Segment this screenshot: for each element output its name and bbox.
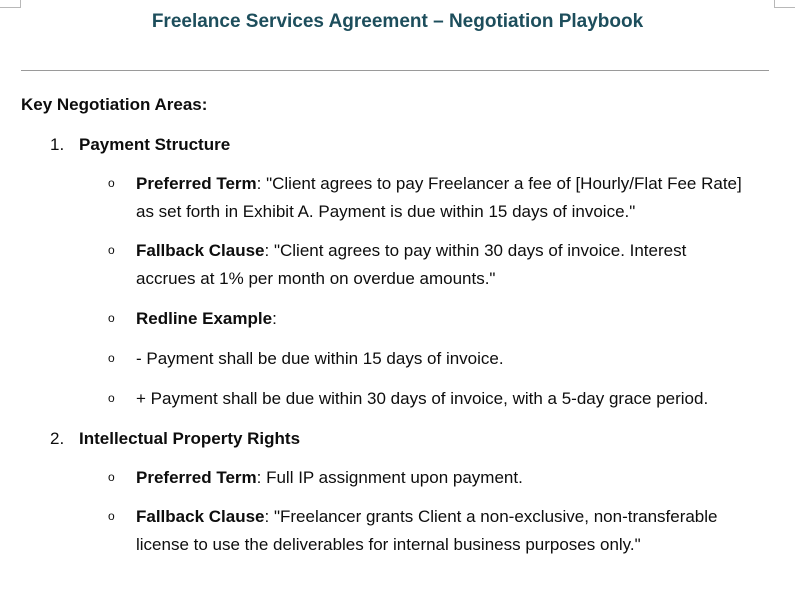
bullet-redline-removed xyxy=(108,345,748,373)
bullet-text: : "Client agrees to pay within 30 days of invoice. Interest accrues at 1% per month on overdue amounts." xyxy=(136,241,687,288)
bullet-text: : "Freelancer grants Client a non-exclusive, non-transferable license to use the deliverables for internal business purposes only." xyxy=(136,507,718,554)
list-item-label: Intellectual Property Rights xyxy=(79,429,301,448)
bullet-label: Preferred Term xyxy=(136,174,257,193)
bullet-label: Fallback Clause xyxy=(136,241,265,260)
bullet-marker: o xyxy=(108,311,115,325)
list-number: 2. xyxy=(50,429,65,448)
bullet-marker: o xyxy=(108,509,115,523)
bullet-marker: o xyxy=(108,470,115,484)
bullet-label: Redline Example xyxy=(136,309,273,328)
bullet-preferred-term xyxy=(108,170,748,225)
bullet-label: Fallback Clause xyxy=(136,507,265,526)
bullet-ip-fallback-clause xyxy=(108,503,748,558)
section-heading: Key Negotiation Areas: xyxy=(21,95,208,114)
bullet-text: - Payment shall be due within 15 days of invoice. xyxy=(136,349,504,368)
list-item-payment-structure xyxy=(50,134,750,156)
bullet-marker: o xyxy=(108,243,115,257)
bullet-text: : "Client agrees to pay Freelancer a fee of [Hourly/Flat Fee Rate] as set forth in Exhibit A. Payment is due within 15 days of invoice." xyxy=(136,174,742,221)
bullet-text: + Payment shall be due within 30 days of invoice, with a 5-day grace period. xyxy=(136,389,709,408)
bullet-text: : xyxy=(272,309,277,328)
list-item-intellectual-property xyxy=(50,428,750,450)
bullet-ip-preferred-term xyxy=(108,464,748,492)
bullet-marker: o xyxy=(108,176,115,190)
bullet-redline-added xyxy=(108,385,748,413)
list-number: 1. xyxy=(50,135,65,154)
bullet-marker: o xyxy=(108,351,115,365)
document-title: Freelance Services Agreement – Negotiation Playbook xyxy=(151,11,644,32)
bullet-text: : Full IP assignment upon payment. xyxy=(256,468,523,487)
bullet-redline-example xyxy=(108,305,748,333)
bullet-marker: o xyxy=(108,391,115,405)
title-divider xyxy=(21,70,769,71)
bullet-label: Preferred Term xyxy=(136,468,257,487)
bullet-fallback-clause xyxy=(108,237,748,292)
page-corner-mark-left xyxy=(0,0,21,8)
list-item-label: Payment Structure xyxy=(79,135,231,154)
page-corner-mark-right xyxy=(774,0,795,8)
